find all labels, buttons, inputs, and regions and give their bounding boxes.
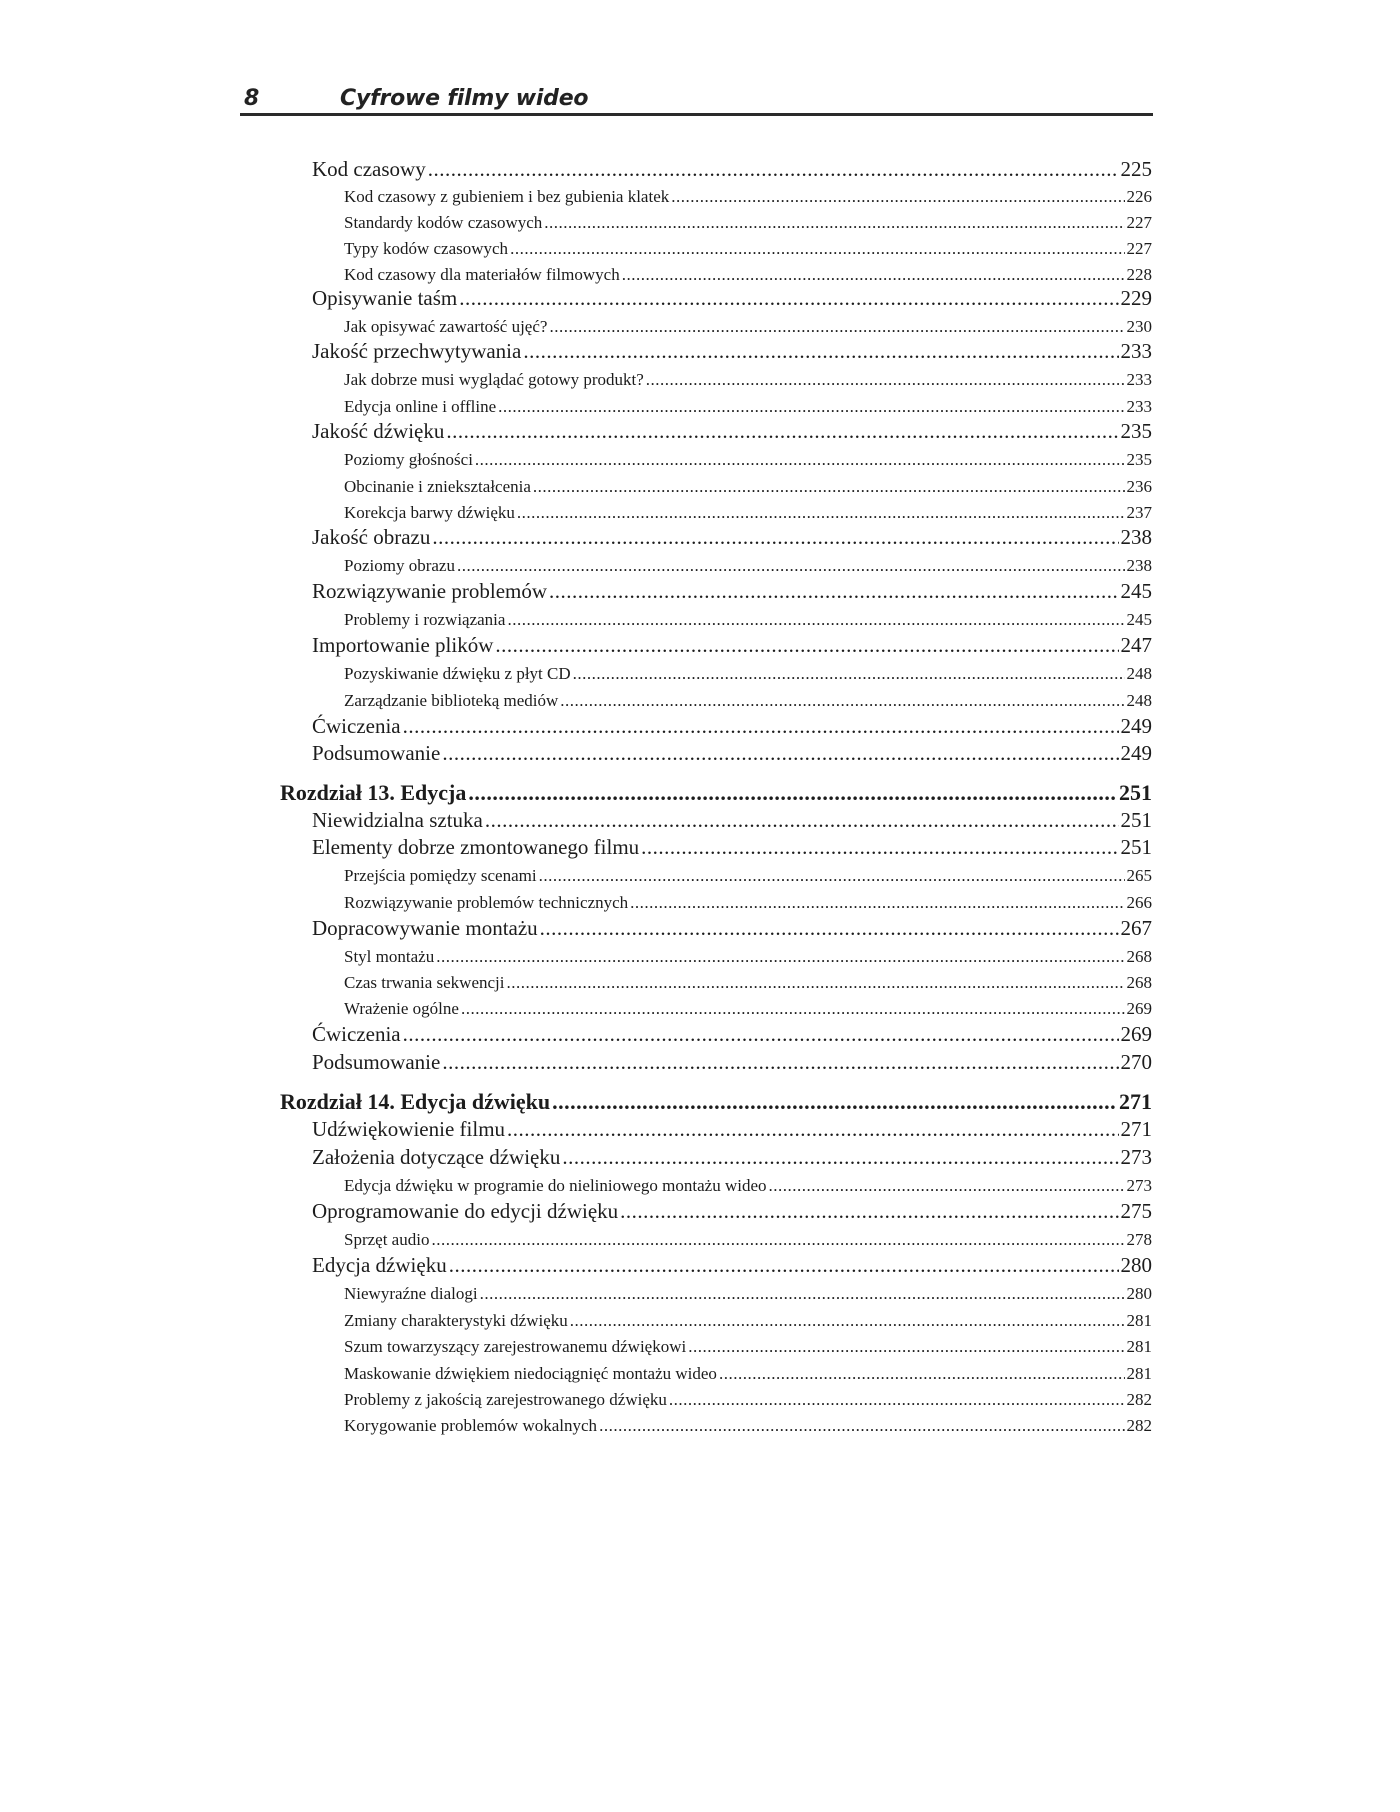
toc-entry-page-number: 265: [1126, 866, 1152, 885]
toc-entry-title: Edycja online i offline: [344, 397, 497, 416]
dot-leader: [630, 893, 1124, 913]
dot-leader: [468, 780, 1117, 806]
toc-entry-page-number: 281: [1126, 1311, 1152, 1330]
toc-section-entry: [312, 633, 1152, 658]
toc-entry-page-number: 271: [1120, 1117, 1152, 1141]
toc-entry-title: Podsumowanie: [312, 1050, 441, 1074]
dot-leader: [446, 419, 1118, 444]
toc-subsection-entry: [344, 947, 1152, 967]
toc-entry-title: Edycja dźwięku w programie do nieliniowego montażu wideo: [344, 1176, 767, 1195]
toc-entry-title: Korekcja barwy dźwięku: [344, 503, 515, 522]
toc-entry-page-number: 238: [1126, 556, 1152, 575]
toc-subsection-entry: [344, 973, 1152, 993]
dot-leader: [510, 239, 1124, 259]
toc-section-entry: [312, 714, 1152, 739]
dot-leader: [475, 450, 1125, 470]
toc-section-entry: [312, 286, 1152, 311]
toc-subsection-entry: [344, 691, 1152, 711]
toc-entry-page-number: 233: [1120, 339, 1152, 363]
toc-entry-title: Pozyskiwanie dźwięku z płyt CD: [344, 664, 571, 683]
toc-entry-title: Jak dobrze musi wyglądać gotowy produkt?: [344, 370, 644, 389]
toc-section-entry: [312, 157, 1152, 182]
toc-entry-page-number: 233: [1126, 397, 1152, 416]
toc-entry-page-number: 280: [1120, 1253, 1152, 1277]
toc-entry-page-number: 251: [1120, 835, 1152, 859]
toc-entry-page-number: 273: [1120, 1145, 1152, 1169]
toc-entry-page-number: 273: [1126, 1176, 1152, 1195]
toc-section-entry: [312, 835, 1152, 860]
dot-leader: [485, 808, 1119, 833]
toc-section-entry: [312, 1253, 1152, 1278]
toc-entry-title: Kod czasowy: [312, 157, 426, 181]
dot-leader: [560, 691, 1124, 711]
toc-chapter-entry: [280, 780, 1152, 806]
toc-entry-page-number: 249: [1120, 741, 1152, 765]
toc-entry-page-number: 275: [1120, 1199, 1152, 1223]
toc-entry-page-number: 278: [1126, 1230, 1152, 1249]
dot-leader: [431, 1230, 1124, 1250]
toc-entry-page-number: 268: [1126, 973, 1152, 992]
toc-entry-page-number: 251: [1119, 780, 1152, 805]
toc-section-entry: [312, 1199, 1152, 1224]
toc-entry-title: Problemy z jakością zarejestrowanego dźwięku: [344, 1390, 667, 1409]
toc-entry-page-number: 245: [1126, 610, 1152, 629]
toc-section-entry: [312, 916, 1152, 941]
toc-entry-page-number: 233: [1126, 370, 1152, 389]
toc-section-entry: [312, 419, 1152, 444]
toc-entry-title: Opisywanie taśm: [312, 286, 458, 310]
toc-entry-page-number: 267: [1120, 916, 1152, 940]
toc-chapter-entry: [280, 1089, 1152, 1115]
dot-leader: [498, 397, 1124, 417]
toc-subsection-entry: [344, 1311, 1152, 1331]
toc-section-entry: [312, 1022, 1152, 1047]
dot-leader: [495, 633, 1118, 658]
toc-entry-page-number: 249: [1120, 714, 1152, 738]
toc-subsection-entry: [344, 999, 1152, 1019]
dot-leader: [403, 714, 1119, 739]
toc-entry-page-number: 251: [1120, 808, 1152, 832]
toc-subsection-entry: [344, 1364, 1152, 1384]
toc-entry-title: Importowanie plików: [312, 633, 494, 657]
dot-leader: [688, 1337, 1124, 1357]
dot-leader: [507, 1117, 1118, 1142]
toc-section-entry: [312, 1145, 1152, 1170]
toc-entry-page-number: 269: [1120, 1022, 1152, 1046]
toc-entry-title: Zmiany charakterystyki dźwięku: [344, 1311, 568, 1330]
toc-entry-title: Kod czasowy dla materiałów filmowych: [344, 265, 620, 284]
toc-entry-page-number: 238: [1120, 525, 1152, 549]
toc-entry-title: Standardy kodów czasowych: [344, 213, 543, 232]
toc-section-entry: [312, 741, 1152, 766]
toc-entry-page-number: 236: [1126, 477, 1152, 496]
toc-entry-title: Udźwiękowienie filmu: [312, 1117, 506, 1141]
toc-entry-title: Edycja dźwięku: [312, 1253, 447, 1277]
toc-entry-title: Założenia dotyczące dźwięku: [312, 1145, 561, 1169]
toc-entry-page-number: 268: [1126, 947, 1152, 966]
toc-entry-page-number: 282: [1126, 1416, 1152, 1435]
toc-entry-title: Maskowanie dźwiękiem niedociągnięć montażu wideo: [344, 1364, 717, 1383]
toc-entry-title: Oprogramowanie do edycji dźwięku: [312, 1199, 619, 1223]
dot-leader: [480, 1284, 1125, 1304]
toc-subsection-entry: [344, 893, 1152, 913]
toc-subsection-entry: [344, 187, 1152, 207]
toc-entry-page-number: 230: [1126, 317, 1152, 336]
toc-entry-title: Jakość przechwytywania: [312, 339, 522, 363]
toc-subsection-entry: [344, 450, 1152, 470]
toc-entry-title: Styl montażu: [344, 947, 435, 966]
toc-entry-title: Korygowanie problemów wokalnych: [344, 1416, 598, 1435]
toc-subsection-entry: [344, 1284, 1152, 1304]
toc-entry-page-number: 281: [1126, 1364, 1152, 1383]
toc-entry-title: Elementy dobrze zmontowanego filmu: [312, 835, 640, 859]
toc-entry-page-number: 248: [1126, 664, 1152, 683]
dot-leader: [507, 973, 1125, 993]
toc-subsection-entry: [344, 1390, 1152, 1410]
toc-entry-page-number: 228: [1126, 265, 1152, 284]
toc-entry-title: Szum towarzyszący zarejestrowanemu dźwiękowi: [344, 1337, 687, 1356]
page-number: 8: [244, 86, 260, 111]
dot-leader: [669, 1390, 1125, 1410]
toc-entry-page-number: 235: [1120, 419, 1152, 443]
toc-subsection-entry: [344, 866, 1152, 886]
toc-entry-title: Obcinanie i zniekształcenia: [344, 477, 531, 496]
toc-entry-page-number: 245: [1120, 579, 1152, 603]
dot-leader: [549, 579, 1118, 604]
toc-entry-title: Niewyraźne dialogi: [344, 1284, 478, 1303]
dot-leader: [562, 1145, 1118, 1170]
toc-entry-page-number: 235: [1126, 450, 1152, 469]
dot-leader: [570, 1311, 1125, 1331]
toc-entry-title: Podsumowanie: [312, 741, 441, 765]
toc-entry-page-number: 227: [1126, 213, 1152, 232]
toc-subsection-entry: [344, 610, 1152, 630]
toc-subsection-entry: [344, 397, 1152, 417]
dot-leader: [719, 1364, 1125, 1384]
toc-entry-title: Wrażenie ogólne: [344, 999, 459, 1018]
dot-leader: [552, 1089, 1117, 1115]
dot-leader: [641, 835, 1118, 860]
toc-entry-title: Zarządzanie biblioteką mediów: [344, 691, 559, 710]
dot-leader: [599, 1416, 1124, 1436]
toc-entry-title: Ćwiczenia: [312, 1022, 401, 1046]
toc-entry-page-number: 247: [1120, 633, 1152, 657]
dot-leader: [769, 1176, 1125, 1196]
toc-subsection-entry: [344, 370, 1152, 390]
toc-subsection-entry: [344, 477, 1152, 497]
dot-leader: [533, 477, 1125, 497]
toc-entry-title: Sprzęt audio: [344, 1230, 430, 1249]
toc-subsection-entry: [344, 213, 1152, 233]
toc-entry-title: Jakość obrazu: [312, 525, 431, 549]
book-title: Cyfrowe filmy wideo: [340, 86, 589, 111]
toc-entry-title: Problemy i rozwiązania: [344, 610, 506, 629]
toc-entry-page-number: 269: [1126, 999, 1152, 1018]
toc-entry-title: Rozdział 14. Edycja dźwięku: [280, 1089, 551, 1114]
toc-entry-page-number: 229: [1120, 286, 1152, 310]
toc-section-entry: [312, 579, 1152, 604]
toc-subsection-entry: [344, 1416, 1152, 1436]
dot-leader: [507, 610, 1124, 630]
toc-entry-title: Jakość dźwięku: [312, 419, 445, 443]
toc-subsection-entry: [344, 239, 1152, 259]
toc-entry-page-number: 227: [1126, 239, 1152, 258]
toc-subsection-entry: [344, 265, 1152, 285]
dot-leader: [540, 916, 1119, 941]
toc-entry-page-number: 281: [1126, 1337, 1152, 1356]
toc-entry-page-number: 282: [1126, 1390, 1152, 1409]
toc-entry-title: Kod czasowy z gubieniem i bez gubienia klatek: [344, 187, 670, 206]
toc-entry-title: Ćwiczenia: [312, 714, 401, 738]
toc-entry-title: Przejścia pomiędzy scenami: [344, 866, 537, 885]
toc-entry-page-number: 225: [1120, 157, 1152, 181]
dot-leader: [449, 1253, 1119, 1278]
toc-entry-title: Rozdział 13. Edycja: [280, 780, 467, 805]
dot-leader: [646, 370, 1125, 390]
dot-leader: [539, 866, 1125, 886]
dot-leader: [549, 317, 1124, 337]
toc-entry-page-number: 226: [1126, 187, 1152, 206]
toc-entry-title: Poziomy głośności: [344, 450, 473, 469]
toc-entry-title: Dopracowywanie montażu: [312, 916, 538, 940]
dot-leader: [544, 213, 1124, 233]
toc-subsection-entry: [344, 1230, 1152, 1250]
dot-leader: [671, 187, 1124, 207]
dot-leader: [573, 664, 1125, 684]
toc-section-entry: [312, 1117, 1152, 1142]
toc-subsection-entry: [344, 1176, 1152, 1196]
toc-entry-title: Typy kodów czasowych: [344, 239, 509, 258]
toc-entry-title: Rozwiązywanie problemów technicznych: [344, 893, 629, 912]
toc-entry-title: Jak opisywać zawartość ujęć?: [344, 317, 548, 336]
toc-entry-title: Poziomy obrazu: [344, 556, 455, 575]
dot-leader: [428, 157, 1119, 182]
toc-section-entry: [312, 339, 1152, 364]
toc-subsection-entry: [344, 1337, 1152, 1357]
toc-section-entry: [312, 808, 1152, 833]
toc-entry-title: Czas trwania sekwencji: [344, 973, 505, 992]
dot-leader: [442, 1050, 1118, 1075]
dot-leader: [523, 339, 1118, 364]
dot-leader: [620, 1199, 1118, 1224]
toc-section-entry: [312, 525, 1152, 550]
toc-entry-page-number: 237: [1126, 503, 1152, 522]
toc-subsection-entry: [344, 317, 1152, 337]
toc-entry-page-number: 248: [1126, 691, 1152, 710]
toc-entry-title: Niewidzialna sztuka: [312, 808, 483, 832]
dot-leader: [442, 741, 1118, 766]
dot-leader: [403, 1022, 1119, 1047]
dot-leader: [517, 503, 1125, 523]
toc-entry-page-number: 271: [1119, 1089, 1152, 1114]
dot-leader: [622, 265, 1125, 285]
toc-entry-page-number: 280: [1126, 1284, 1152, 1303]
dot-leader: [436, 947, 1124, 967]
toc-subsection-entry: [344, 664, 1152, 684]
dot-leader: [459, 286, 1118, 311]
toc-subsection-entry: [344, 556, 1152, 576]
toc-entry-page-number: 270: [1120, 1050, 1152, 1074]
toc-entry-page-number: 266: [1126, 893, 1152, 912]
toc-entry-title: Rozwiązywanie problemów: [312, 579, 548, 603]
dot-leader: [461, 999, 1125, 1019]
toc-section-entry: [312, 1050, 1152, 1075]
dot-leader: [432, 525, 1118, 550]
dot-leader: [457, 556, 1125, 576]
toc-subsection-entry: [344, 503, 1152, 523]
